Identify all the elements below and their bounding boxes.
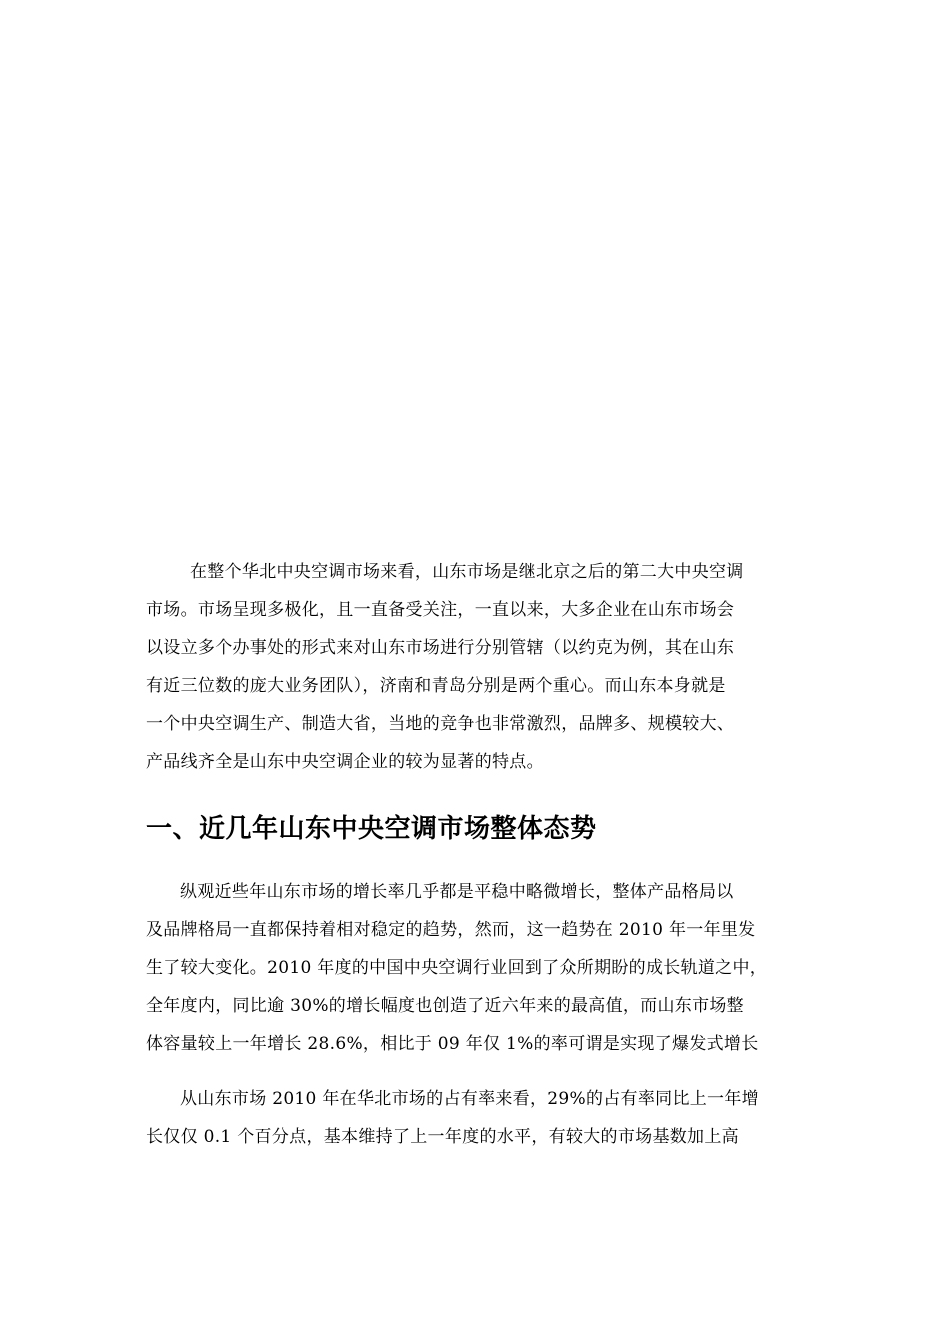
- paragraph-line: 长仅仅 0.1 个百分点，基本维持了上一年度的水平，有较大的市场基数加上高: [146, 1127, 739, 1147]
- paragraph-line: 产品线齐全是山东中央空调企业的较为显著的特点。: [146, 752, 544, 772]
- paragraph-line: 从山东市场 2010 年在华北市场的占有率来看，29%的占有率同比上一年增: [180, 1089, 759, 1109]
- paragraph-line: 市场。市场呈现多极化，且一直备受关注，一直以来，大多企业在山东市场会: [146, 600, 735, 620]
- paragraph-line: 在整个华北中央空调市场来看，山东市场是继北京之后的第二大中央空调: [190, 562, 744, 582]
- section-heading: 一、近几年山东中央空调市场整体态势: [146, 814, 597, 844]
- paragraph-line: 生了较大变化。2010 年度的中国中央空调行业回到了众所期盼的成长轨道之中，: [146, 958, 768, 978]
- paragraph-line: 全年度内，同比逾 30%的增长幅度也创造了近六年来的最高值，而山东市场整: [146, 996, 744, 1016]
- paragraph-line: 及品牌格局一直都保持着相对稳定的趋势，然而，这一趋势在 2010 年一年里发: [146, 920, 756, 940]
- paragraph-line: 体容量较上一年增长 28.6%，相比于 09 年仅 1%的率可谓是实现了爆发式增长: [146, 1034, 759, 1054]
- paragraph-line: 一个中央空调生产、制造大省，当地的竞争也非常激烈，品牌多、规模较大、: [146, 714, 735, 734]
- paragraph-line: 以设立多个办事处的形式来对山东市场进行分别管辖（以约克为例，其在山东: [146, 638, 735, 658]
- paragraph-line: 纵观近些年山东市场的增长率几乎都是平稳中略微增长，整体产品格局以: [180, 882, 734, 902]
- paragraph-line: 有近三位数的庞大业务团队），济南和青岛分别是两个重心。而山东本身就是: [146, 676, 726, 696]
